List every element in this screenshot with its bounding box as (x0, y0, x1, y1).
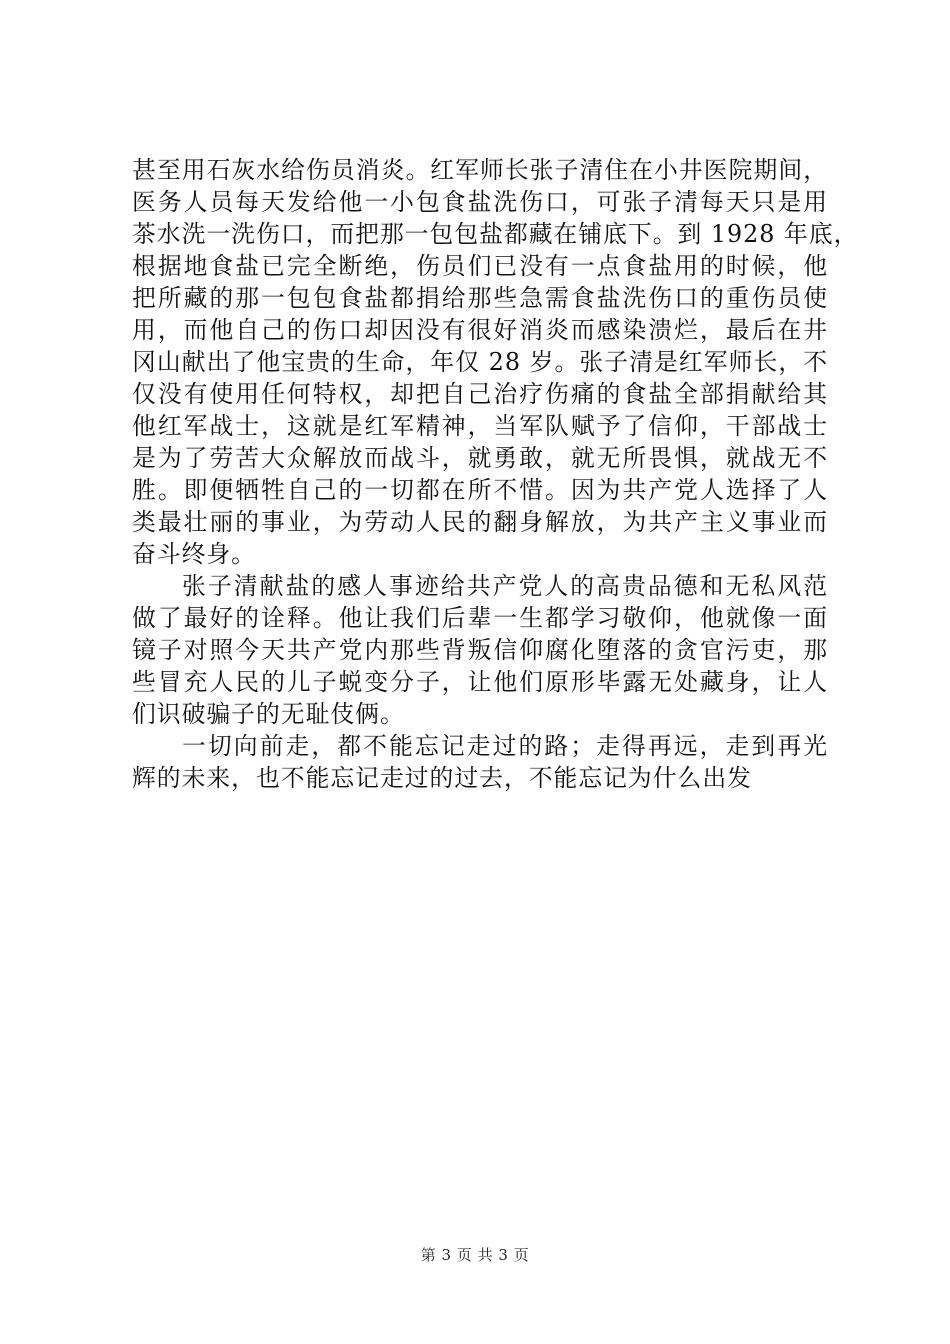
paragraph-1 (132, 154, 859, 570)
text-line: 根据地食盐已完全断绝，伤员们已没有一点食盐用的时候，他 (132, 252, 828, 280)
paragraph-2 (132, 570, 828, 730)
text-line: 是为了劳苦大众解放而战斗，就勇敢，就无所畏惧，就战无不 (132, 444, 828, 472)
text-line: 辉的未来，也不能忘记走过的过去，不能忘记为什么出发 (132, 764, 752, 792)
text-line: 们识破骗子的无耻伎俩。 (132, 700, 405, 728)
text-line: 张子清献盐的感人事迹给共产党人的高贵品德和无私风范 (182, 572, 828, 600)
text-line: 茶水洗一洗伤口，而把那一包包盐都藏在铺底下。到 1928 年底， (132, 220, 859, 248)
text-line: 些冒充人民的儿子蜕变分子，让他们原形毕露无处藏身，让人 (132, 668, 828, 696)
text-line: 一切向前走，都不能忘记走过的路；走得再远，走到再光 (182, 732, 828, 760)
text-line: 把所藏的那一包包食盐都捐给那些急需食盐洗伤口的重伤员使 (132, 284, 828, 312)
text-line: 镜子对照今天共产党内那些背叛信仰腐化堕落的贪官污吏，那 (132, 636, 828, 664)
text-line: 医务人员每天发给他一小包食盐洗伤口，可张子清每天只是用 (132, 188, 828, 216)
text-line: 胜。即便牺牲自己的一切都在所不惜。因为共产党人选择了人 (132, 476, 828, 504)
paragraph-3 (132, 730, 828, 794)
text-line: 甚至用石灰水给伤员消炎。红军师长张子清住在小井医院期间， (132, 156, 828, 184)
text-line: 类最壮丽的事业，为劳动人民的翻身解放，为共产主义事业而 (132, 508, 828, 536)
document-body (132, 154, 859, 794)
text-line: 冈山献出了他宝贵的生命，年仅 28 岁。张子清是红军师长，不 (132, 348, 828, 376)
page-number-label: 第 3 页 共 3 页 (420, 1246, 530, 1264)
text-line: 做了最好的诠释。他让我们后辈一生都学习敬仰，他就像一面 (132, 604, 828, 632)
text-line: 用，而他自己的伤口却因没有很好消炎而感染溃烂，最后在井 (132, 316, 828, 344)
text-line: 仅没有使用任何特权，却把自己治疗伤痛的食盐全部捐献给其 (132, 380, 828, 408)
text-line: 他红军战士，这就是红军精神，当军队赋予了信仰，干部战士 (132, 412, 828, 440)
text-line: 奋斗终身。 (132, 540, 256, 568)
page-footer (0, 1244, 950, 1265)
